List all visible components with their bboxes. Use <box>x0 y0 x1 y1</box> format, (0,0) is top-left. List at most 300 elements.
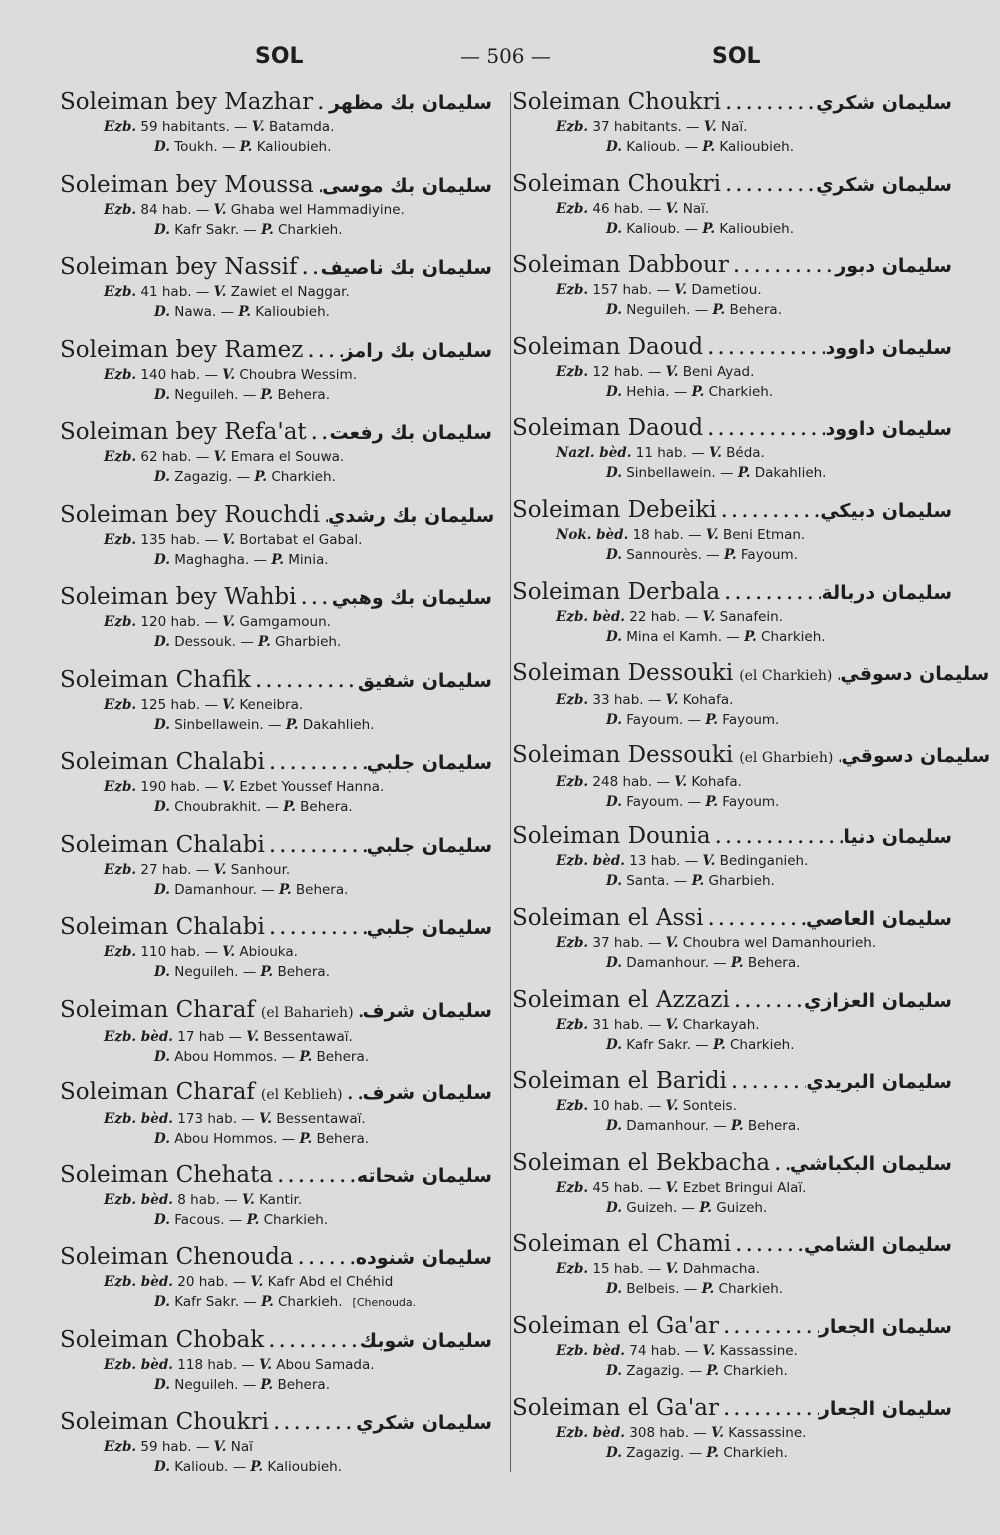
village-prefix: V. <box>213 284 227 300</box>
province-prefix: P. <box>261 1294 274 1310</box>
entry-admin: D. Kafr Sakr. — P. Charkieh. [Chenouda. <box>154 1294 417 1310</box>
village-prefix: V. <box>665 1261 679 1278</box>
entry-type: Nok. bèd. <box>556 526 629 543</box>
entry-details: Ezb. bèd. 22 hab. — V. Sanafein. <box>556 608 783 625</box>
entry-population: 13 hab. <box>629 853 681 870</box>
gazetteer-entry <box>512 578 952 660</box>
entry-province: Dakahlieh. <box>302 716 375 733</box>
entry-province: Charkieh. <box>730 1036 795 1053</box>
district-prefix: D. <box>606 1362 622 1379</box>
entry-details: Ezb. bèd. 74 hab. — V. Kassassine. <box>556 1342 798 1359</box>
gazetteer-entry <box>60 418 492 501</box>
province-prefix: P. <box>744 628 757 645</box>
entry-arabic-name: سليمان بك رفعت <box>329 422 492 444</box>
entry-name: Soleiman Chalabi <box>60 831 265 858</box>
entry-province: Behera. <box>277 964 330 980</box>
entry-population: 120 hab. <box>140 614 201 630</box>
entry-district: Guizeh. <box>626 1199 678 1216</box>
entry-village: Sanafein. <box>719 608 783 625</box>
entry-district: Neguileh. <box>174 1376 239 1393</box>
entry-arabic-name: سليمان شكري <box>816 173 952 196</box>
entry-population: 22 hab. <box>629 608 681 625</box>
village-prefix: V. <box>222 366 236 383</box>
entry-admin: D. Belbeis. — P. Charkieh. <box>606 1281 784 1298</box>
entry-type: Ezb. bèd. <box>556 1342 625 1359</box>
village-prefix: V. <box>213 449 227 465</box>
leader-dots <box>727 1067 806 1095</box>
entry-name: Soleiman Charaf <box>60 996 255 1023</box>
entry-heading <box>512 904 952 933</box>
village-prefix: V. <box>665 1016 679 1033</box>
province-prefix: P. <box>723 546 737 563</box>
entry-heading <box>60 1243 492 1272</box>
leader-dots <box>294 1243 356 1271</box>
entry-type: Ezb. <box>556 282 589 299</box>
entry-village: Zawiet el Naggar. <box>230 284 350 300</box>
entry-name: Soleiman el Bekbacha <box>512 1149 771 1176</box>
entry-type: Ezb. <box>104 449 137 465</box>
entry-name: Soleiman bey Mazhar <box>60 89 314 115</box>
entry-admin: D. Santa. — P. Gharbieh. <box>606 873 775 890</box>
entry-village: Abou Samada. <box>276 1356 375 1373</box>
entry-population: 18 hab. <box>632 526 684 543</box>
leader-dots <box>703 414 825 442</box>
entry-arabic-name: سليمان بك موسى <box>322 174 492 197</box>
entry-type: Ezb. <box>556 363 589 380</box>
entry-arabic-name: سليمان بك ناصيف <box>320 257 492 279</box>
entry-admin: D. Toukh. — P. Kalioubieh. <box>154 139 332 155</box>
entry-district: Kafr Sakr. <box>174 1294 239 1310</box>
entry-district: Neguileh. <box>174 964 239 980</box>
entry-district: Sinbellawein. <box>174 716 264 733</box>
entry-heading <box>60 996 492 1027</box>
village-prefix: V. <box>665 1179 679 1196</box>
column-divider <box>510 92 511 1472</box>
gazetteer-entry <box>60 583 492 666</box>
entry-province: Guizeh. <box>716 1199 768 1216</box>
entry-village: Beni Ayad. <box>682 363 755 380</box>
entry-admin: D. Zagazig. — P. Charkieh. <box>606 1444 788 1461</box>
entry-type: Ezb. <box>556 1261 589 1278</box>
entry-name: Soleiman Chenouda <box>60 1244 294 1270</box>
village-prefix: V. <box>665 200 679 217</box>
province-prefix: P. <box>278 881 292 898</box>
entry-province: Charkieh. <box>278 1294 343 1310</box>
entry-name: Soleiman Choukri <box>512 170 721 197</box>
gazetteer-entry <box>60 1326 492 1409</box>
entry-province: Charkieh. <box>708 383 774 400</box>
village-prefix: V. <box>702 608 716 625</box>
entry-population: 84 hab. <box>140 201 192 218</box>
page-header <box>0 44 1000 76</box>
entry-population: 8 hab. <box>177 1191 220 1208</box>
entry-heading <box>512 986 952 1015</box>
district-prefix: D. <box>606 546 622 563</box>
district-prefix: D. <box>154 881 170 898</box>
entry-details: Ezb. 125 hab. — V. Keneibra. <box>104 696 304 713</box>
entry-heading <box>60 583 492 612</box>
entry-population: 135 hab. <box>140 531 201 548</box>
entry-arabic-name: سليمان دنيا <box>843 826 952 849</box>
entry-village: Gamgamoun. <box>239 614 331 630</box>
district-prefix: D. <box>154 304 170 320</box>
entry-village: Kassassine. <box>719 1342 798 1359</box>
gazetteer-entry <box>512 333 952 415</box>
entry-heading <box>512 1149 952 1178</box>
entry-population: 33 hab. <box>592 692 644 709</box>
entry-province: Behera. <box>316 1048 370 1065</box>
entry-province: Behera. <box>747 954 801 971</box>
entry-population: 190 hab. <box>140 779 201 795</box>
entry-district: Dessouk. <box>174 634 236 650</box>
village-prefix: V. <box>665 692 679 709</box>
entry-arabic-name: سليمان داوود <box>825 418 952 441</box>
gazetteer-entry <box>60 666 492 749</box>
entry-heading <box>512 741 991 772</box>
entry-district: Mina el Kamh. <box>626 628 722 645</box>
district-prefix: D. <box>606 1199 622 1216</box>
village-prefix: V. <box>246 1028 260 1045</box>
entry-type: Ezb. <box>104 861 137 878</box>
province-prefix: P. <box>246 1211 260 1228</box>
village-prefix: V. <box>711 1424 724 1441</box>
entry-heading <box>60 1326 492 1355</box>
leader-dots <box>298 253 321 281</box>
gazetteer-entry <box>512 822 952 904</box>
entry-details: Ezb. 248 hab. — V. Kohafa. <box>556 773 742 790</box>
village-prefix: V. <box>251 119 265 135</box>
entry-admin: D. Neguileh. — P. Behera. <box>154 386 330 403</box>
entry-heading <box>60 1161 492 1190</box>
entry-type: Ezb. <box>104 944 137 960</box>
entry-details: Ezb. 41 hab. — V. Zawiet el Naggar. <box>104 284 350 300</box>
leader-dots <box>719 1312 819 1340</box>
district-prefix: D. <box>606 1281 622 1298</box>
entry-name: Soleiman Chehata <box>60 1161 274 1188</box>
entry-village: Beni Etman. <box>722 526 806 543</box>
entry-population: 27 hab. <box>140 861 192 878</box>
entry-village: Sonteis. <box>682 1098 737 1115</box>
entry-population: 74 hab. <box>629 1342 681 1359</box>
entry-population: 37 habitants. <box>592 119 682 135</box>
entry-arabic-name: سليمان الشامي <box>803 1234 952 1257</box>
entry-details: Ezb. 59 hab. — V. Naï <box>104 1439 253 1455</box>
entry-admin: D. Fayoum. — P. Fayoum. <box>606 793 780 810</box>
leader-dots <box>721 170 816 198</box>
entry-village: Ezbet Bringui Alaï. <box>682 1179 807 1196</box>
village-prefix: V. <box>213 201 227 218</box>
entry-arabic-name: سليمان شرف <box>362 999 492 1022</box>
entry-village: Choubra wel Damanhourieh. <box>682 934 877 951</box>
entry-district: Sinbellawein. <box>626 465 716 482</box>
gazetteer-entry <box>512 1230 952 1312</box>
entry-village: Dametiou. <box>691 282 762 299</box>
entry-details: Ezb. bèd. 308 hab. — V. Kassassine. <box>556 1424 807 1441</box>
entry-type: Ezb. bèd. <box>104 1028 173 1045</box>
entry-province: Fayoum. <box>722 793 780 810</box>
entry-population: 308 hab. <box>629 1424 690 1441</box>
leader-dots <box>717 496 821 524</box>
entry-admin: D. Hehia. — P. Charkieh. <box>606 383 774 400</box>
district-prefix: D. <box>154 1294 170 1310</box>
entry-arabic-name: سليمان بك رشدي <box>327 504 495 527</box>
entry-arabic-name: سليمان دسوقي <box>841 744 991 767</box>
entry-district: Belbeis. <box>626 1281 680 1298</box>
leader-dots <box>307 418 330 446</box>
district-prefix: D. <box>154 1048 170 1065</box>
district-prefix: D. <box>154 716 170 733</box>
entry-type: Ezb. <box>556 200 589 217</box>
entry-population: 173 hab. <box>177 1111 238 1127</box>
entry-details: Ezb. 37 hab. — V. Choubra wel Damanhourieh. <box>556 934 877 951</box>
entry-heading <box>512 414 952 443</box>
running-head-right: SOL <box>712 44 761 69</box>
entry-name: Soleiman bey Moussa <box>60 171 314 198</box>
entry-village: Kantir. <box>259 1191 303 1208</box>
entry-village: Dahmacha. <box>682 1261 760 1278</box>
entry-province: Kalioubieh. <box>719 139 795 155</box>
entry-province: Gharbieh. <box>274 634 342 650</box>
province-prefix: P. <box>730 954 744 971</box>
entry-district: Kalioub. <box>626 220 681 237</box>
entry-admin: D. Neguileh. — P. Behera. <box>154 964 330 980</box>
entry-population: 11 hab. <box>635 445 687 462</box>
entry-province: Fayoum. <box>722 712 780 729</box>
entry-district: Nawa. <box>174 304 217 320</box>
entry-district: Damanhour. <box>626 954 709 971</box>
village-prefix: V. <box>702 1342 716 1359</box>
entry-population: 20 hab. <box>177 1274 229 1290</box>
entry-district: Santa. <box>626 873 670 890</box>
entry-province: Charkieh. <box>278 221 343 238</box>
entry-details: Ezb. 84 hab. — V. Ghaba wel Hammadiyine. <box>104 201 405 218</box>
entry-admin: D. Mina el Kamh. — P. Charkieh. <box>606 628 826 645</box>
entry-arabic-name: سليمان جلبي <box>366 752 492 774</box>
entry-province: Behera. <box>277 1376 330 1393</box>
entry-arabic-name: سليمان العاصي <box>806 907 952 930</box>
entry-district: Toukh. <box>174 139 218 155</box>
entry-admin: D. Sannourès. — P. Fayoum. <box>606 546 798 563</box>
village-prefix: V. <box>241 1191 255 1208</box>
district-prefix: D. <box>154 551 170 568</box>
entry-details: Ezb. bèd. 13 hab. — V. Bedinganieh. <box>556 853 809 870</box>
entry-province: Kalioubieh. <box>256 139 332 155</box>
entry-note: [Chenouda. <box>352 1296 417 1309</box>
leader-dots <box>313 88 329 116</box>
district-prefix: D. <box>606 139 622 155</box>
entry-qualifier: (el Charkieh) <box>739 668 833 685</box>
entry-arabic-name: سليمان بك مظهر <box>329 92 492 114</box>
gazetteer-entry <box>60 1243 492 1326</box>
province-prefix: P. <box>705 793 718 810</box>
entry-population: 46 hab. <box>592 200 644 217</box>
district-prefix: D. <box>154 634 170 650</box>
entry-type: Ezb. bèd. <box>556 1424 625 1441</box>
entry-type: Ezb. bèd. <box>104 1356 173 1373</box>
province-prefix: P. <box>691 873 705 890</box>
province-prefix: P. <box>260 1376 274 1393</box>
district-prefix: D. <box>154 1211 170 1228</box>
entry-village: Bessentawaï. <box>263 1028 353 1045</box>
entry-province: Charkieh. <box>271 469 336 485</box>
leader-dots <box>770 1149 790 1177</box>
entry-population: 31 hab. <box>592 1016 644 1033</box>
district-prefix: D. <box>154 386 170 403</box>
entry-details: Ezb. 10 hab. — V. Sonteis. <box>556 1098 737 1115</box>
entry-type: Ezb. bèd. <box>104 1191 173 1208</box>
gazetteer-entry <box>512 170 952 252</box>
entry-province: Behera. <box>300 799 353 815</box>
entry-arabic-name: سليمان بك رامز <box>342 339 492 362</box>
province-prefix: P. <box>299 1131 313 1147</box>
entry-heading <box>512 1312 952 1341</box>
village-prefix: V. <box>674 773 688 790</box>
leader-dots <box>730 986 804 1014</box>
entry-arabic-name: سليمان العزازي <box>804 989 952 1012</box>
province-prefix: P. <box>260 386 274 403</box>
village-prefix: V. <box>259 1356 272 1373</box>
entry-heading <box>60 748 492 777</box>
entry-name: Soleiman Daoud <box>512 333 704 360</box>
village-prefix: V. <box>665 934 679 951</box>
entry-name: Soleiman Chalabi <box>60 914 265 940</box>
entry-details: Ezb. 157 hab. — V. Dametiou. <box>556 282 762 299</box>
entry-details: Ezb. bèd. 20 hab. — V. Kafr Abd el Chéhid <box>104 1274 394 1290</box>
entry-village: Bedinganieh. <box>719 853 809 870</box>
entry-details: Nok. bèd. 18 hab. — V. Beni Etman. <box>556 526 806 543</box>
entry-population: 59 hab. <box>140 1439 192 1455</box>
gazetteer-entry <box>60 1078 492 1161</box>
entry-population: 140 hab. <box>140 366 201 383</box>
leader-dots <box>720 578 821 606</box>
leader-dots <box>703 904 806 932</box>
entry-type: Ezb. <box>556 119 589 135</box>
leader-dots <box>265 748 367 776</box>
entry-admin: D. Sinbellawein. — P. Dakahlieh. <box>154 716 375 733</box>
entry-population: 157 hab. <box>592 282 653 299</box>
entry-arabic-name: سليمان دبيكي <box>820 499 952 522</box>
entry-village: Emara el Souwa. <box>230 449 345 465</box>
entry-admin: D. Zagazig. — P. Charkieh. <box>606 1362 788 1379</box>
village-prefix: V. <box>222 531 236 548</box>
entry-village: Sanhour. <box>230 861 291 878</box>
entry-name: Soleiman el Ga'ar <box>512 1394 719 1421</box>
entry-admin: D. Kalioub. — P. Kalioubieh. <box>154 1459 343 1475</box>
entry-district: Abou Hommos. <box>174 1048 278 1065</box>
entry-name: Soleiman Derbala <box>512 578 721 605</box>
village-prefix: V. <box>259 1111 272 1127</box>
entry-type: Ezb. <box>104 201 137 218</box>
gazetteer-entry <box>512 1149 952 1231</box>
village-prefix: V. <box>250 1274 264 1290</box>
entry-admin: D. Neguileh. — P. Behera. <box>154 1376 330 1393</box>
leader-dots <box>296 583 331 611</box>
district-prefix: D. <box>606 302 622 319</box>
district-prefix: D. <box>606 712 622 729</box>
entry-district: Fayoum. <box>626 712 684 729</box>
entry-village: Kohafa. <box>682 692 734 709</box>
entry-province: Behera. <box>295 881 349 898</box>
province-prefix: P. <box>238 304 251 320</box>
entry-details: Ezb. 45 hab. — V. Ezbet Bringui Alaï. <box>556 1179 807 1196</box>
entry-district: Neguileh. <box>626 302 691 319</box>
province-prefix: P. <box>712 302 726 319</box>
entry-heading <box>512 1230 952 1259</box>
village-prefix: V. <box>213 1439 227 1455</box>
district-prefix: D. <box>154 964 170 980</box>
entry-population: 110 hab. <box>140 944 201 960</box>
entry-village: Kassassine. <box>728 1424 807 1441</box>
entry-arabic-name: سليمان جلبي <box>366 917 492 939</box>
village-prefix: V. <box>213 861 227 878</box>
entry-province: Gharbieh. <box>708 873 775 890</box>
entry-province: Behera. <box>316 1131 370 1147</box>
entry-village: Abiouka. <box>239 944 298 960</box>
entry-admin: D. Sinbellawein. — P. Dakahlieh. <box>606 465 827 482</box>
province-prefix: P. <box>713 1036 726 1053</box>
entry-details: Ezb. 190 hab. — V. Ezbet Youssef Hanna. <box>104 779 385 795</box>
entry-province: Kalioubieh. <box>267 1459 343 1475</box>
entry-type: Ezb. <box>556 1016 589 1033</box>
left-column <box>60 88 495 1491</box>
village-prefix: V. <box>703 119 717 135</box>
village-prefix: V. <box>674 282 688 299</box>
entry-name: Soleiman Daoud <box>512 415 704 442</box>
gazetteer-entry <box>60 88 492 171</box>
entry-population: 125 hab. <box>140 696 201 713</box>
leader-dots <box>703 333 825 361</box>
gazetteer-entry <box>512 986 952 1068</box>
gazetteer-entry <box>512 251 952 333</box>
entry-population: 59 habitants. <box>140 119 230 135</box>
province-prefix: P. <box>702 220 716 237</box>
entry-province: Charkieh. <box>723 1362 788 1379</box>
entry-admin: D. Damanhour. — P. Behera. <box>606 954 801 971</box>
leader-dots <box>343 1078 363 1106</box>
village-prefix: V. <box>702 853 716 870</box>
entry-district: Sannourès. <box>626 546 702 563</box>
entry-arabic-name: سليمان الجعار <box>818 1315 952 1338</box>
entry-details: Ezb. 110 hab. — V. Abiouka. <box>104 944 298 960</box>
entry-arabic-name: سليمان شحاته <box>356 1164 492 1187</box>
entry-details: Nazl. bèd. 11 hab. — V. Béda. <box>556 445 765 462</box>
entry-village: Charkayah. <box>682 1016 760 1033</box>
village-prefix: V. <box>709 445 722 462</box>
province-prefix: P. <box>299 1048 313 1065</box>
entry-heading <box>512 1394 952 1423</box>
entry-details: Ezb. bèd. 118 hab. — V. Abou Samada. <box>104 1356 375 1373</box>
district-prefix: D. <box>606 628 622 645</box>
leader-dots <box>273 1161 357 1189</box>
gazetteer-entry <box>60 748 492 831</box>
entry-admin: D. Zagazig. — P. Charkieh. <box>154 469 336 485</box>
leader-dots <box>833 741 841 769</box>
entry-name: Soleiman el Azzazi <box>512 986 730 1013</box>
entry-name: Soleiman Dessouki <box>512 741 734 768</box>
entry-type: Ezb. <box>104 366 137 383</box>
district-prefix: D. <box>606 1118 622 1135</box>
gazetteer-entry <box>512 1067 952 1149</box>
leader-dots <box>731 1230 804 1258</box>
district-prefix: D. <box>154 1376 170 1393</box>
entry-province: Minia. <box>288 551 329 568</box>
entry-admin: D. Kafr Sakr. — P. Charkieh. <box>606 1036 795 1053</box>
entry-heading <box>60 418 492 447</box>
leader-dots <box>264 1326 359 1354</box>
leader-dots <box>269 1408 356 1436</box>
entry-heading <box>60 501 495 530</box>
entry-type: Ezb. bèd. <box>556 853 625 870</box>
